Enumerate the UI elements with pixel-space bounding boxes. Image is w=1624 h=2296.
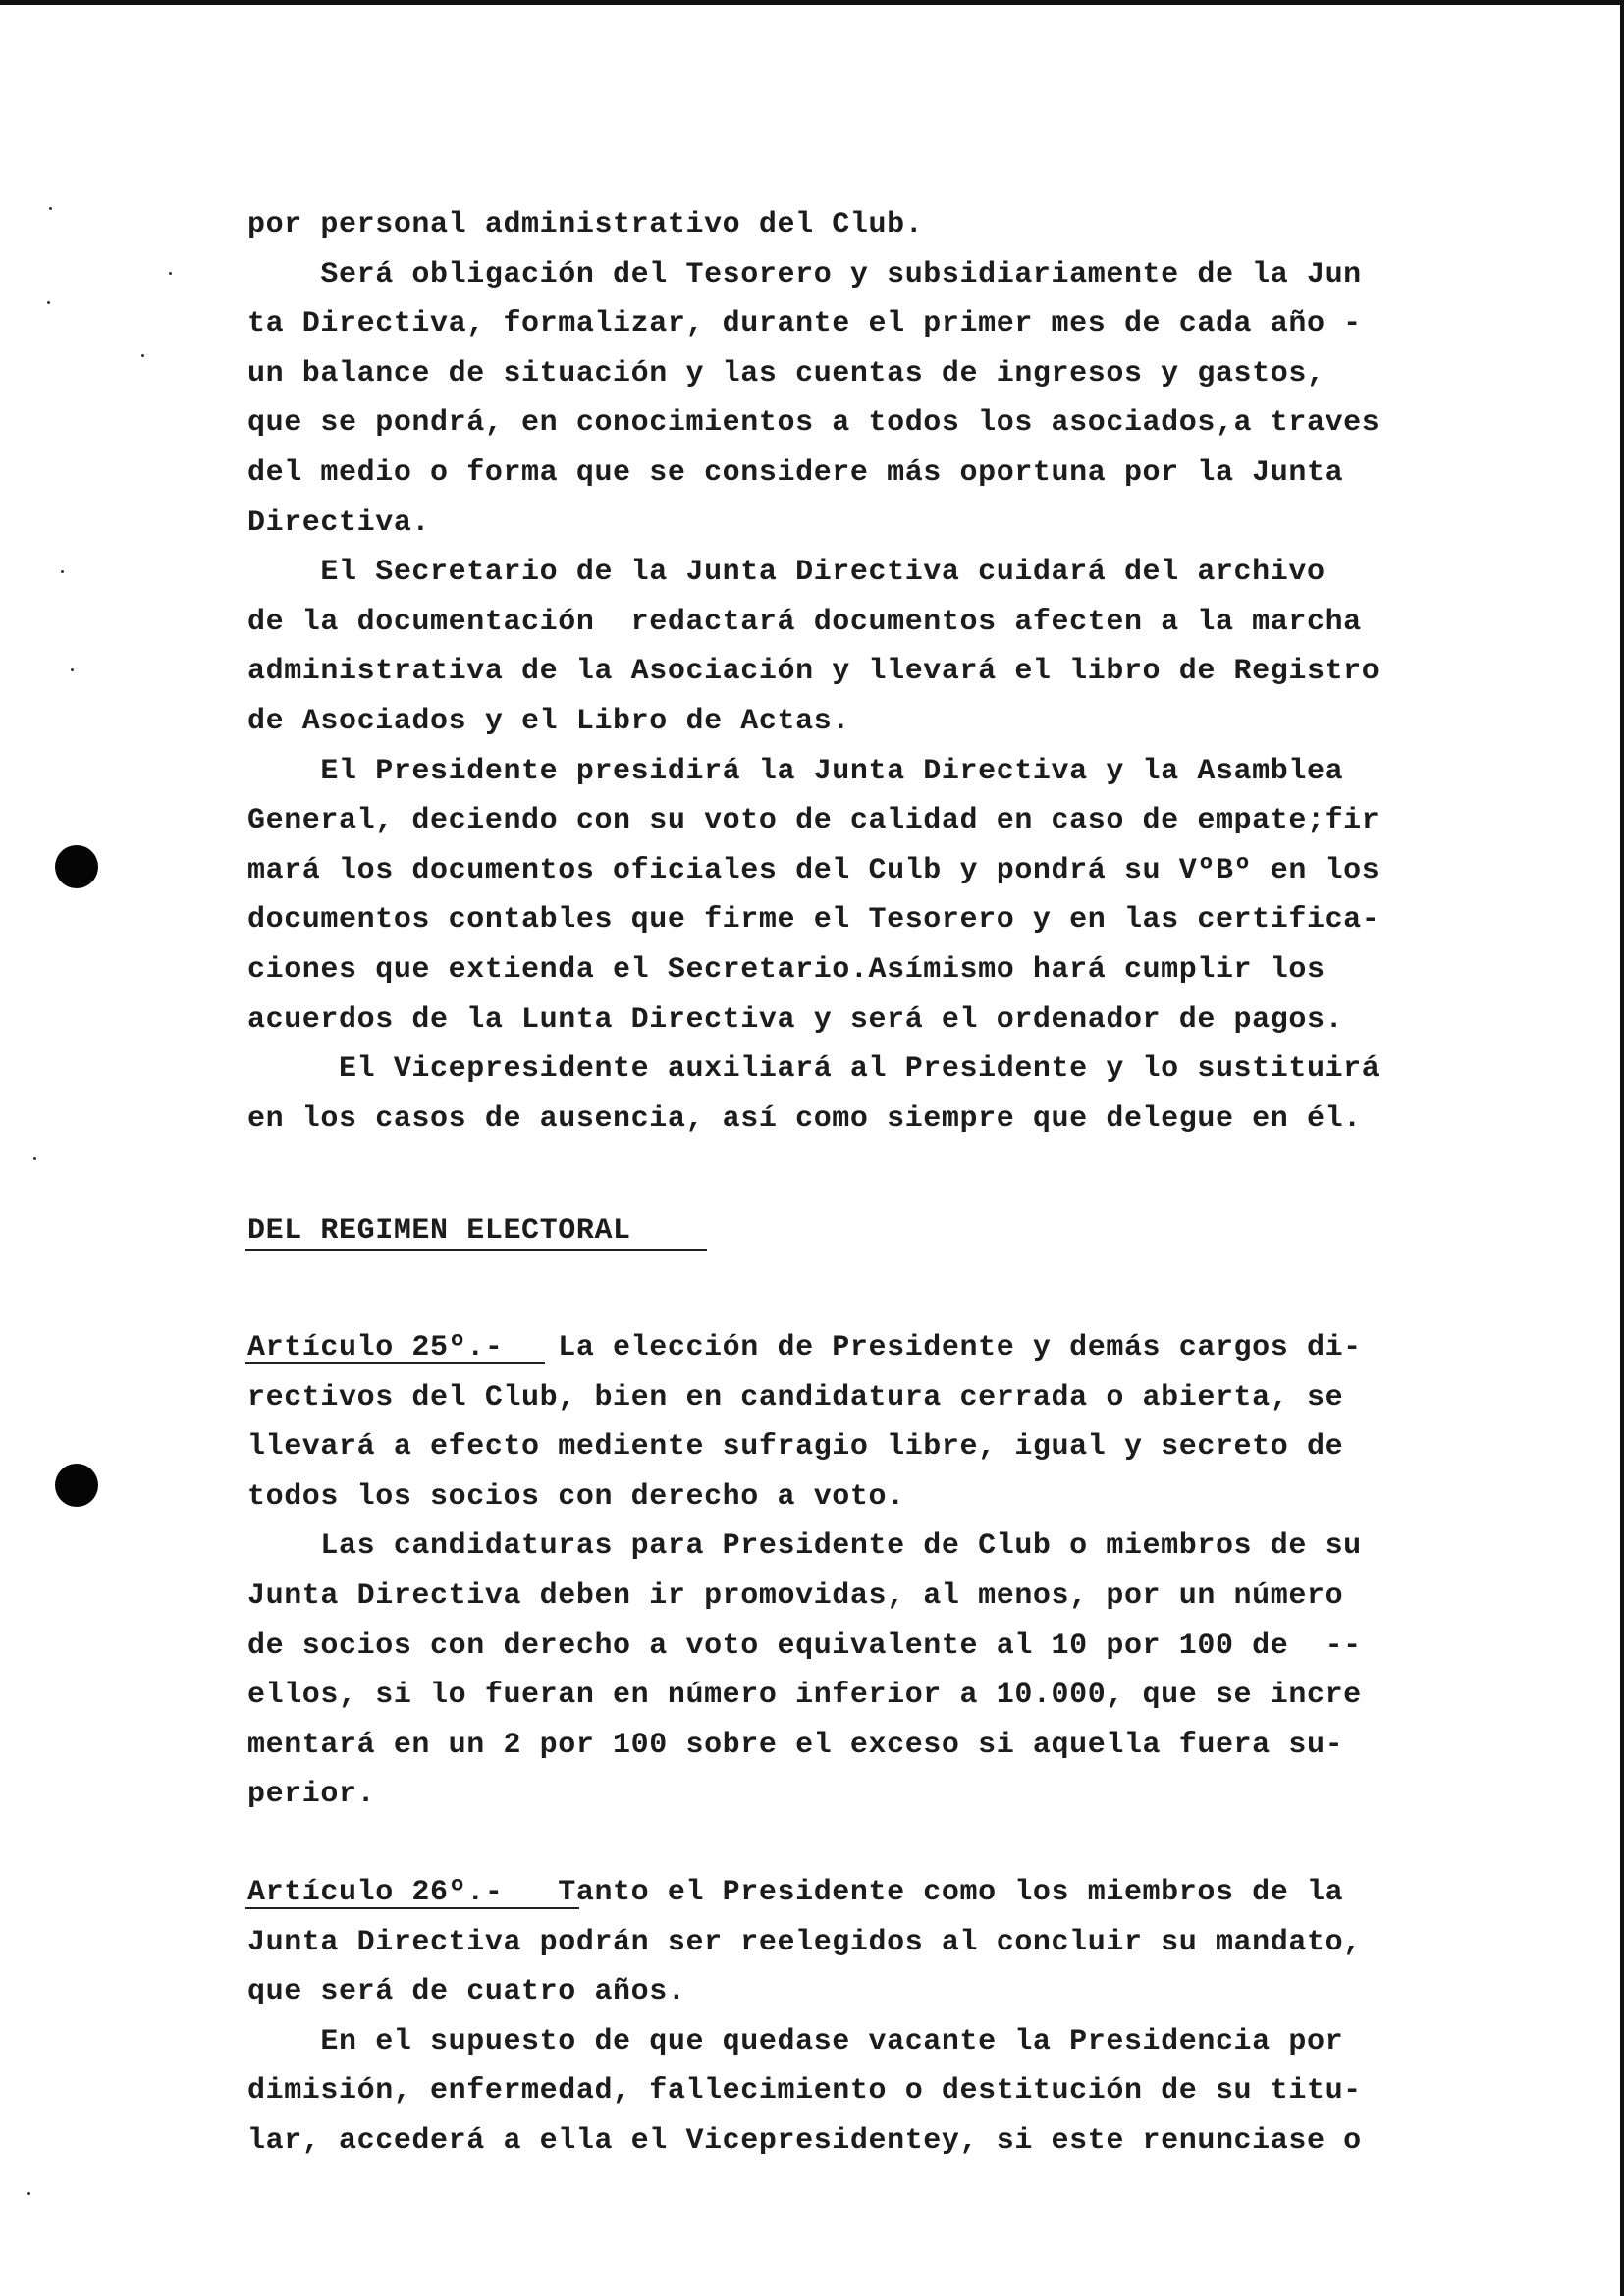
text-line: llevará a efecto mediente sufragio libre, igual y secreto de — [247, 1430, 1344, 1465]
scan-speck — [169, 272, 172, 275]
text-line: General, deciendo con su voto de calidad en caso de empate;fir — [247, 804, 1380, 838]
text-line: El Vicepresidente auxiliará al Presidente y lo sustituirá — [247, 1052, 1380, 1087]
article-26-underline — [245, 1907, 579, 1909]
text-line: de Asociados y el Libro de Actas. — [247, 704, 850, 738]
text-line: por personal administrativo del Club. — [247, 208, 924, 241]
text-line: ciones que extienda el Secretario.Asímismo hará cumplir los — [247, 952, 1326, 987]
heading-underline — [245, 1249, 707, 1251]
text-line: Junta Directiva deben ir promovidas, al menos, por un número — [247, 1578, 1344, 1613]
article-heading-line: Artículo 26º.- Tanto el Presidente como los miembros de la — [247, 1876, 1344, 1909]
text-line: En el supuesto de que quedase vacante la Presidencia por — [247, 2024, 1344, 2058]
scan-speck — [33, 1157, 36, 1160]
text-line: acuerdos de la Lunta Directiva y será el ordenador de pagos. — [247, 1002, 1344, 1037]
text-line: ellos, si lo fueran en número inferior a 10.000, que se incre — [247, 1679, 1362, 1713]
text-line: Las candidaturas para Presidente de Club o miembros de su — [247, 1529, 1362, 1564]
scan-speck — [141, 354, 144, 357]
text-line: El Presidente presidirá la Junta Directiva y la Asamblea — [247, 754, 1344, 788]
text-line: El Secretario de la Junta Directiva cuidará del archivo — [247, 556, 1326, 590]
scan-speck — [47, 301, 50, 304]
text-line: ta Directiva, formalizar, durante el primer mes de cada año - — [247, 307, 1362, 342]
text-line: mentará en un 2 por 100 sobre el exceso si aquella fuera su- — [247, 1728, 1344, 1762]
text-line: documentos contables que firme el Tesorero y en las certifica- — [247, 903, 1380, 937]
punch-hole-upper — [55, 845, 98, 888]
punch-hole-lower — [55, 1464, 98, 1507]
scan-speck — [49, 207, 52, 210]
scan-speck — [61, 570, 64, 573]
text-line: perior. — [247, 1778, 376, 1812]
article-heading-line: Artículo 25º.- La elección de Presidente y demás cargos di- — [247, 1331, 1362, 1364]
scan-speck — [71, 668, 74, 671]
text-line: en los casos de ausencia, así como siempre que delegue en él. — [247, 1101, 1362, 1136]
text-line: rectivos del Club, bien en candidatura cerrada o abierta, se — [247, 1380, 1344, 1415]
body-text-block-1 — [247, 200, 1485, 1144]
text-line: mará los documentos oficiales del Culb y pondrá su VºBº en los — [247, 853, 1380, 887]
text-line: todos los socios con derecho a voto. — [247, 1479, 905, 1514]
text-line: lar, accederá a ella el Vicepresidentey, si este renunciase o — [247, 2123, 1362, 2158]
article-25-underline — [245, 1362, 545, 1364]
text-line: Junta Directiva podrán ser reelegidos al concluir su mandato, — [247, 1925, 1362, 1959]
text-line: que será de cuatro años. — [247, 1975, 686, 2009]
text-line: de socios con derecho a voto equivalente al 10 por 100 de -- — [247, 1629, 1362, 1663]
text-line: Será obligación del Tesorero y subsidiariamente de la Jun — [247, 257, 1362, 292]
text-line: dimisión, enfermedad, fallecimiento o destitución de su titu- — [247, 2074, 1362, 2109]
text-line: un balance de situación y las cuentas de ingresos y gastos, — [247, 356, 1326, 391]
article-25-block — [247, 1323, 1485, 1820]
text-line: administrativa de la Asociación y llevará el libro de Registro — [247, 655, 1380, 689]
text-line: del medio o forma que se considere más oportuna por la Junta — [247, 455, 1344, 490]
scan-speck — [27, 2192, 30, 2195]
text-line: que se pondrá, en conocimientos a todos los asociados,a traves — [247, 406, 1380, 441]
text-line: de la documentación redactará documentos afecten a la marcha — [247, 605, 1362, 639]
section-heading: DEL REGIMEN ELECTORAL — [247, 1214, 631, 1248]
text-line: Directiva. — [247, 506, 431, 540]
article-26-block — [247, 1868, 1485, 2166]
